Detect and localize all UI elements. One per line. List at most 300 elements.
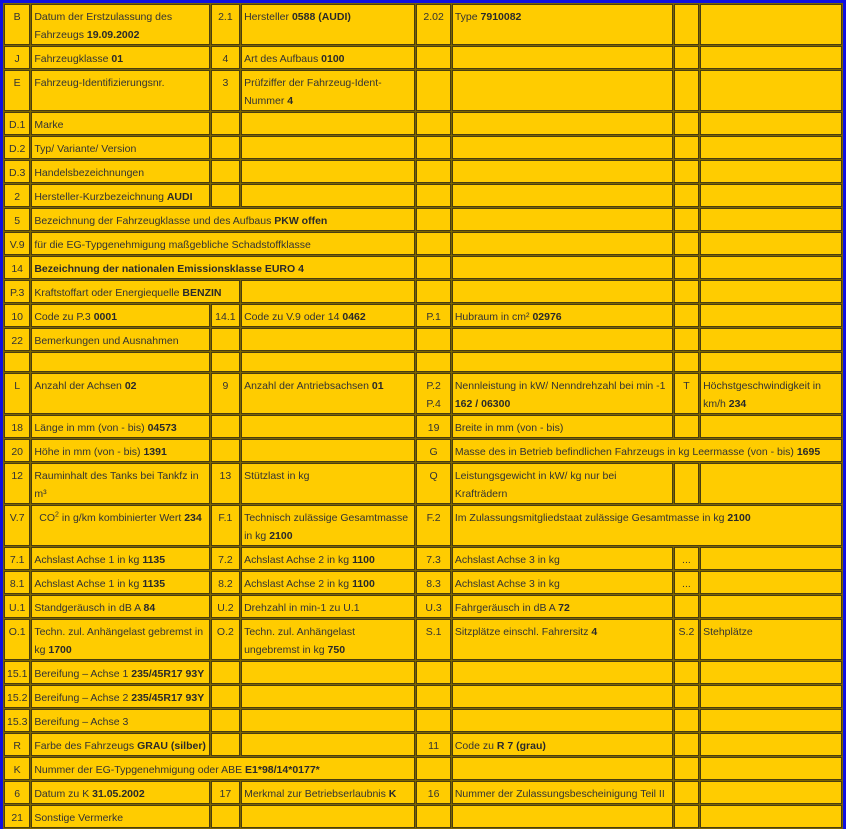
field-label: Code zu V.9 oder 14 — [244, 311, 343, 323]
field-label: Fahrzeugklasse — [34, 53, 112, 65]
field-label: Hubraum in cm² — [454, 311, 533, 323]
field-data: 01 — [111, 53, 124, 65]
field-data: 0100 — [321, 53, 345, 65]
field-label: F.1 — [218, 512, 233, 524]
field-code — [4, 619, 30, 660]
field-value — [31, 184, 209, 207]
field-label: Im Zulassungsmitgliedstaat zulässige Gesamtmasse in kg — [454, 512, 728, 524]
field-code — [211, 571, 240, 594]
field-code — [416, 547, 450, 570]
table-row — [4, 208, 842, 231]
field-value — [700, 463, 842, 504]
field-code — [4, 112, 30, 135]
field-value — [700, 112, 842, 135]
table-row — [4, 439, 842, 462]
field-label: Sonstige Vermerke — [34, 812, 124, 824]
field-code — [211, 70, 240, 111]
field-value — [31, 280, 240, 303]
table-row — [4, 619, 842, 660]
field-label: 4 — [222, 53, 229, 65]
field-code — [4, 733, 30, 756]
field-label: Fahrgeräusch in dB A — [454, 602, 559, 614]
field-value — [31, 112, 209, 135]
field-label: 21 — [11, 812, 24, 824]
field-code — [416, 805, 450, 828]
field-value — [452, 328, 673, 351]
field-value — [452, 184, 673, 207]
field-label: 15.1 — [7, 668, 28, 680]
field-data: Bezeichnung der nationalen Emissionsklasse EURO 4 — [34, 263, 304, 275]
superscript: 2 — [55, 511, 59, 519]
field-label: in g/km kombinierter Wert — [58, 512, 185, 524]
field-code — [416, 373, 450, 414]
field-label: Achslast Achse 2 in kg — [244, 578, 353, 590]
field-label: 14.1 — [215, 311, 236, 323]
field-data: 02976 — [532, 311, 562, 323]
field-value — [452, 781, 673, 804]
field-label: ... — [682, 554, 691, 566]
field-label: U.2 — [217, 602, 234, 614]
field-code — [674, 136, 699, 159]
field-value — [241, 709, 415, 732]
field-data: 235/45R17 93Y — [131, 668, 205, 680]
field-code — [416, 595, 450, 618]
field-data: AUDI — [166, 191, 193, 203]
field-code — [4, 439, 30, 462]
field-code — [416, 328, 450, 351]
field-value — [452, 208, 673, 231]
field-code — [416, 136, 450, 159]
field-value — [700, 184, 842, 207]
field-code — [4, 571, 30, 594]
field-label: 20 — [11, 446, 24, 458]
field-value — [452, 619, 673, 660]
field-code — [416, 70, 450, 111]
field-value — [452, 661, 673, 684]
field-value — [31, 595, 209, 618]
field-data: 7910082 — [480, 11, 522, 23]
field-code — [211, 112, 240, 135]
field-data: 162 / 06300 — [454, 398, 511, 410]
field-code — [211, 463, 240, 504]
field-value — [241, 352, 415, 372]
table-row — [4, 547, 842, 570]
field-label: Nummer der Zulassungsbescheinigung Teil II — [454, 788, 665, 800]
field-value — [241, 136, 415, 159]
field-value — [452, 685, 673, 708]
field-label: L — [14, 380, 21, 392]
field-data: 1135 — [142, 554, 166, 566]
field-label: Art des Aufbaus — [244, 53, 322, 65]
field-value — [700, 571, 842, 594]
field-label: Standgeräusch in dB A — [34, 602, 144, 614]
field-label: P.1 — [426, 311, 441, 323]
field-label: 2.1 — [218, 11, 233, 23]
field-value — [31, 136, 209, 159]
table-row — [4, 595, 842, 618]
field-label: 18 — [11, 422, 24, 434]
field-label: Bemerkungen und Ausnahmen — [34, 335, 179, 347]
field-value — [31, 46, 209, 69]
field-value — [452, 280, 673, 303]
field-data: 1700 — [48, 644, 72, 656]
field-value — [241, 304, 415, 327]
table-row — [4, 352, 842, 372]
field-code — [4, 184, 30, 207]
field-label: Drehzahl in min-1 zu U.1 — [244, 602, 360, 614]
field-code — [211, 4, 240, 45]
field-value — [31, 208, 415, 231]
field-data: 4 — [591, 626, 598, 638]
field-value — [31, 256, 415, 279]
table-row — [4, 328, 842, 351]
field-code — [211, 373, 240, 414]
field-code — [674, 757, 699, 780]
field-value — [452, 547, 673, 570]
field-code — [4, 136, 30, 159]
field-code — [211, 415, 240, 438]
field-label: 12 — [11, 470, 24, 482]
field-value — [700, 781, 842, 804]
field-value — [700, 256, 842, 279]
field-code — [416, 505, 450, 546]
field-code — [4, 757, 30, 780]
table-row — [4, 304, 842, 327]
field-code — [211, 439, 240, 462]
field-label: Fahrzeug-Identifizierungsnr. — [34, 77, 165, 89]
field-value — [31, 685, 209, 708]
field-label: O.1 — [8, 626, 26, 638]
field-label: O.2 — [216, 626, 234, 638]
table-row — [4, 280, 842, 303]
field-value — [241, 415, 415, 438]
field-label: Höchstgeschwindigkeit in km/h — [703, 380, 821, 410]
field-data: 2100 — [727, 512, 751, 524]
field-label: T — [683, 380, 690, 392]
field-data: 0001 — [93, 311, 118, 323]
field-value — [241, 439, 415, 462]
field-label: Prüfziffer der Fahrzeug-Ident-Nummer — [244, 77, 382, 107]
field-label: Achslast Achse 1 in kg — [34, 578, 143, 590]
field-data: K — [388, 788, 397, 800]
field-label: S.2 — [678, 626, 695, 638]
field-label: Nummer der EG-Typgenehmigung oder ABE — [34, 764, 246, 776]
table-row — [4, 415, 842, 438]
field-code — [4, 685, 30, 708]
field-code — [674, 373, 699, 414]
table-row — [4, 70, 842, 111]
field-value — [452, 304, 673, 327]
field-label: U.1 — [9, 602, 26, 614]
field-value — [241, 685, 415, 708]
field-value — [31, 352, 209, 372]
field-label: 9 — [222, 380, 229, 392]
field-value — [452, 571, 673, 594]
field-code — [4, 661, 30, 684]
field-label: 13 — [219, 470, 232, 482]
field-code — [416, 160, 450, 183]
field-label: CO — [39, 512, 56, 524]
field-value — [241, 70, 415, 111]
field-label: 16 — [427, 788, 440, 800]
field-code — [211, 619, 240, 660]
field-code — [4, 415, 30, 438]
field-value — [241, 595, 415, 618]
field-data: 02 — [124, 380, 137, 392]
field-value — [700, 685, 842, 708]
field-value — [700, 547, 842, 570]
field-value — [700, 4, 842, 45]
field-code — [674, 709, 699, 732]
field-label: 7.2 — [218, 554, 233, 566]
field-value — [452, 352, 673, 372]
field-data: E1*98/14*0177* — [245, 764, 320, 776]
field-label: Bereifung – Achse 2 — [34, 692, 132, 704]
field-code — [211, 184, 240, 207]
field-value — [700, 70, 842, 111]
field-code — [416, 184, 450, 207]
field-data: 84 — [143, 602, 156, 614]
field-code — [4, 4, 30, 45]
field-label: V.7 — [9, 512, 25, 524]
field-value — [31, 757, 415, 780]
field-code — [211, 685, 240, 708]
field-value — [452, 136, 673, 159]
field-label: Höhe in mm (von - bis) — [34, 446, 144, 458]
field-label: Kraftstoffart oder Energiequelle — [34, 287, 183, 299]
table-row — [4, 685, 842, 708]
field-value — [241, 112, 415, 135]
field-code — [674, 46, 699, 69]
field-data: 1100 — [352, 578, 375, 590]
field-value — [31, 70, 209, 111]
field-code — [211, 547, 240, 570]
field-code — [674, 463, 699, 504]
field-code — [211, 805, 240, 828]
field-code — [416, 4, 450, 45]
field-value — [241, 373, 415, 414]
table-row — [4, 805, 842, 828]
table-row — [4, 4, 842, 45]
field-label: Hersteller-Kurzbezeichnung — [34, 191, 167, 203]
field-value — [452, 439, 842, 462]
field-value — [700, 280, 842, 303]
field-label: ... — [682, 578, 691, 590]
field-code — [416, 733, 450, 756]
field-code — [674, 112, 699, 135]
field-value — [31, 439, 209, 462]
field-code — [416, 661, 450, 684]
field-label: P.3 — [9, 287, 25, 299]
field-label: D.1 — [9, 119, 26, 131]
field-label: Anzahl der Achsen — [34, 380, 125, 392]
field-label: Type — [454, 11, 481, 23]
field-value — [31, 505, 209, 546]
table-row — [4, 232, 842, 255]
field-label: V.9 — [9, 239, 25, 251]
table-row — [4, 160, 842, 183]
field-label: Achslast Achse 3 in kg — [454, 578, 560, 590]
field-value — [452, 757, 673, 780]
field-code — [674, 415, 699, 438]
field-label: Farbe des Fahrzeugs — [34, 740, 138, 752]
field-data: 1135 — [142, 578, 166, 590]
field-code — [4, 280, 30, 303]
field-code — [674, 547, 699, 570]
field-label: Masse des in Betrieb befindlichen Fahrzeugs in kg Leermasse (von - bis) — [454, 446, 797, 458]
field-value — [31, 709, 209, 732]
field-code — [211, 505, 240, 546]
field-code — [674, 352, 699, 372]
table-row — [4, 661, 842, 684]
field-value — [31, 373, 209, 414]
field-code — [674, 70, 699, 111]
field-data: 0588 (AUDI) — [291, 11, 351, 23]
field-label: 6 — [14, 788, 21, 800]
field-value — [31, 661, 209, 684]
field-code — [4, 46, 30, 69]
field-label: Typ/ Variante/ Version — [34, 143, 137, 155]
field-label: Sitzplätze einschl. Fahrersitz — [454, 626, 592, 638]
field-code — [416, 46, 450, 69]
field-code — [674, 661, 699, 684]
field-label: Länge in mm (von - bis) — [34, 422, 148, 434]
field-value — [452, 373, 673, 414]
field-data: 04573 — [147, 422, 177, 434]
field-label: 7.1 — [9, 554, 25, 566]
field-label: Nennleistung in kW/ Nenndrehzahl bei min -1 — [454, 380, 666, 392]
field-value — [700, 661, 842, 684]
field-label: Code zu P.3 — [34, 311, 94, 323]
field-value — [452, 70, 673, 111]
field-data: 0462 — [342, 311, 366, 323]
field-code — [674, 685, 699, 708]
table-row — [4, 373, 842, 414]
field-label: Anzahl der Antriebsachsen — [244, 380, 372, 392]
field-code — [416, 619, 450, 660]
field-code — [4, 373, 30, 414]
field-value — [31, 571, 209, 594]
field-label: Leistungsgewicht in kW/ kg nur bei Krafträdern — [454, 470, 617, 500]
field-value — [700, 709, 842, 732]
field-code — [416, 208, 450, 231]
field-data: 1100 — [352, 554, 375, 566]
field-code — [674, 256, 699, 279]
field-value — [31, 415, 209, 438]
field-value — [31, 232, 415, 255]
field-code — [4, 232, 30, 255]
field-value — [241, 547, 415, 570]
field-data: 4 — [287, 95, 294, 107]
field-code — [416, 415, 450, 438]
field-data: R 7 (grau) — [496, 740, 546, 752]
field-value — [700, 328, 842, 351]
field-code — [674, 595, 699, 618]
field-data: 235/45R17 93Y — [131, 692, 205, 704]
field-data: 750 — [327, 644, 346, 656]
field-label: Technisch zulässige Gesamtmasse in kg — [244, 512, 409, 542]
field-label: B — [13, 11, 21, 23]
field-data: 31.05.2002 — [92, 788, 145, 800]
field-code — [211, 595, 240, 618]
field-code — [211, 781, 240, 804]
field-value — [31, 4, 209, 45]
field-data: 1391 — [143, 446, 167, 458]
field-code — [4, 208, 30, 231]
field-label: Bereifung – Achse 3 — [34, 716, 129, 728]
table-row — [4, 757, 842, 780]
field-value — [241, 505, 415, 546]
field-code — [416, 757, 450, 780]
field-code — [211, 136, 240, 159]
field-code — [674, 280, 699, 303]
field-label: 8.1 — [9, 578, 25, 590]
field-code — [4, 595, 30, 618]
field-value — [700, 415, 842, 438]
field-value — [452, 733, 673, 756]
field-value — [241, 571, 415, 594]
field-label: 15.2 — [7, 692, 28, 704]
field-data: 72 — [558, 602, 570, 614]
field-code — [4, 709, 30, 732]
field-label: K — [13, 764, 21, 776]
field-code — [416, 280, 450, 303]
field-label: Techn. zul. Anhängelast gebremst in kg — [34, 626, 204, 656]
field-label: 11 — [428, 740, 440, 752]
field-code — [211, 46, 240, 69]
field-code — [674, 805, 699, 828]
field-value — [241, 733, 415, 756]
field-code — [416, 781, 450, 804]
field-value — [452, 805, 673, 828]
field-code — [211, 160, 240, 183]
table-row — [4, 505, 842, 546]
field-value — [31, 328, 209, 351]
field-data: GRAU (silber) — [137, 740, 206, 752]
table-row — [4, 709, 842, 732]
field-label: D.2 — [9, 143, 26, 155]
field-label: Datum zu K — [34, 788, 93, 800]
field-value — [452, 4, 673, 45]
field-data: 01 — [371, 380, 384, 392]
field-label: 2.02 — [423, 11, 444, 23]
field-label: 22 — [11, 335, 24, 347]
table-row — [4, 184, 842, 207]
field-code — [674, 208, 699, 231]
field-value — [241, 661, 415, 684]
field-value — [31, 547, 209, 570]
field-value — [700, 232, 842, 255]
field-data: 1695 — [796, 446, 821, 458]
field-code — [4, 304, 30, 327]
field-code — [416, 463, 450, 504]
field-code — [674, 232, 699, 255]
field-value — [241, 184, 415, 207]
field-value — [700, 373, 842, 414]
table-row — [4, 256, 842, 279]
field-label: 8.3 — [426, 578, 441, 590]
field-label: Code zu — [454, 740, 497, 752]
field-label: Achslast Achse 1 in kg — [34, 554, 143, 566]
field-label: 14 — [11, 263, 24, 275]
vehicle-data-table — [3, 3, 843, 829]
field-code — [4, 547, 30, 570]
field-label: 17 — [219, 788, 232, 800]
field-data: 19.09.2002 — [86, 29, 140, 41]
field-label: Rauminhalt des Tanks bei Tankfz in m³ — [34, 470, 199, 500]
field-value — [452, 463, 673, 504]
field-value — [452, 709, 673, 732]
